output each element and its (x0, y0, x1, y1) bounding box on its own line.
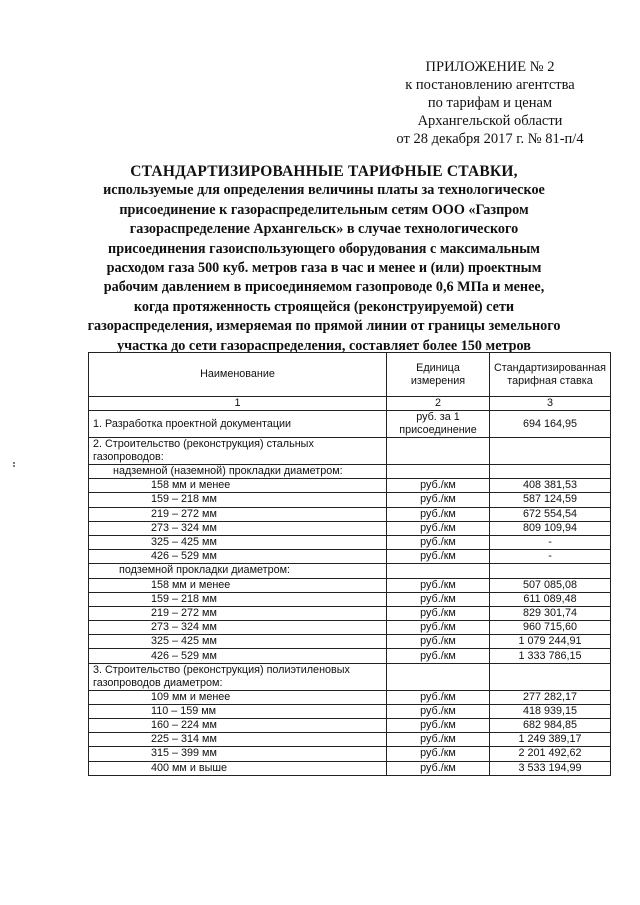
table-row (89, 704, 611, 718)
row-unit (387, 465, 490, 479)
table-row (89, 649, 611, 663)
row-name: 158 мм и менее (89, 479, 387, 493)
table-row (89, 621, 611, 635)
row-rate: 2 201 492,62 (490, 747, 611, 761)
table-header-row (89, 353, 611, 397)
row-rate: 277 282,17 (490, 690, 611, 704)
row-unit (387, 663, 490, 690)
row-name: 400 мм и выше (89, 761, 387, 775)
table-row (89, 479, 611, 493)
row-unit: руб./км (387, 493, 490, 507)
row-rate: 672 554,54 (490, 507, 611, 521)
row-unit: руб./км (387, 606, 490, 620)
title-line: газораспределение Архангельск» в случае технологического (129, 221, 519, 238)
row-unit: руб./км (387, 521, 490, 535)
title-line: рабочим давлением в присоединяемом газопроводе 0,6 МПа и менее, (103, 279, 545, 296)
row-unit: руб./км (387, 719, 490, 733)
table-row (89, 719, 611, 733)
row-name: 159 – 218 мм (89, 493, 387, 507)
row-unit: руб./км (387, 592, 490, 606)
row-rate: 1 333 786,15 (490, 649, 611, 663)
row-unit (387, 564, 490, 578)
row-name: 325 – 425 мм (89, 535, 387, 549)
row-unit: руб./км (387, 479, 490, 493)
row-unit: руб./км (387, 649, 490, 663)
row-rate (490, 663, 611, 690)
row-name: 273 – 324 мм (89, 621, 387, 635)
table-row (89, 635, 611, 649)
appendix-line: Архангельской области (417, 113, 563, 129)
column-number-row (89, 397, 611, 411)
row-rate: 1 249 389,17 (490, 733, 611, 747)
row-rate: 611 089,48 (490, 592, 611, 606)
row-unit (387, 438, 490, 465)
row-unit: руб./км (387, 761, 490, 775)
row-name: 219 – 272 мм (89, 507, 387, 521)
title-line: используемые для определения величины платы за технологическое (103, 182, 545, 199)
row-rate (490, 438, 611, 465)
row-name: 2. Строительство (реконструкция) стальных газопроводов: (89, 438, 387, 465)
tariff-table (88, 352, 611, 776)
row-rate: 3 533 194,99 (490, 761, 611, 775)
table-row (89, 663, 611, 690)
title-line: участка до сети газораспределения, составляет более 150 метров (117, 337, 531, 354)
appendix-line: по тарифам и ценам (427, 95, 553, 111)
row-name: подземной прокладки диаметром: (89, 564, 387, 578)
table-row (89, 733, 611, 747)
table-row (89, 690, 611, 704)
row-rate: 694 164,95 (490, 411, 611, 438)
row-rate: 960 715,60 (490, 621, 611, 635)
row-unit: руб./км (387, 550, 490, 564)
column-number: 3 (490, 397, 611, 411)
scan-mark (13, 465, 15, 467)
table-row (89, 761, 611, 775)
row-name: 110 – 159 мм (89, 704, 387, 718)
row-rate (490, 564, 611, 578)
row-name: 426 – 529 мм (89, 550, 387, 564)
row-name: 3. Строительство (реконструкция) полиэтиленовых газопроводов диаметром: (89, 663, 387, 690)
row-rate: 418 939,15 (490, 704, 611, 718)
column-number: 2 (387, 397, 490, 411)
row-name: 1. Разработка проектной документации (89, 411, 387, 438)
table-row (89, 438, 611, 465)
header-rate: Стандартизированная тарифная ставка (490, 353, 611, 397)
title-line: газораспределения, измеряемая по прямой линии от границы земельного (87, 318, 561, 335)
row-name: 158 мм и менее (89, 578, 387, 592)
table-row (89, 521, 611, 535)
row-rate: 829 301,74 (490, 606, 611, 620)
title-line: присоединение к газораспределительным сетям ООО «Газпром (119, 201, 529, 218)
title-main: СТАНДАРТИЗИРОВАННЫЕ ТАРИФНЫЕ СТАВКИ, (130, 163, 518, 180)
appendix-line: от 28 декабря 2017 г. № 81-п/4 (396, 131, 584, 147)
title-line: присоединения газоиспользующего оборудования с максимальным (108, 240, 540, 257)
row-name: 219 – 272 мм (89, 606, 387, 620)
header-unit: Единица измерения (387, 353, 490, 397)
table-row (89, 578, 611, 592)
title-line: расходом газа 500 куб. метров газа в час и менее и (или) проектным (106, 260, 542, 277)
table-row (89, 747, 611, 761)
row-unit: руб./км (387, 747, 490, 761)
row-name: 225 – 314 мм (89, 733, 387, 747)
header-name: Наименование (89, 353, 387, 397)
row-rate: 809 109,94 (490, 521, 611, 535)
table-row (89, 592, 611, 606)
row-name: 273 – 324 мм (89, 521, 387, 535)
table-row (89, 493, 611, 507)
row-name: 315 – 399 мм (89, 747, 387, 761)
row-name: 160 – 224 мм (89, 719, 387, 733)
row-unit: руб./км (387, 507, 490, 521)
table-row (89, 465, 611, 479)
row-rate: 507 085,08 (490, 578, 611, 592)
row-name: 325 – 425 мм (89, 635, 387, 649)
row-unit: руб./км (387, 690, 490, 704)
scan-mark (13, 462, 15, 464)
column-number: 1 (89, 397, 387, 411)
row-unit: руб./км (387, 535, 490, 549)
table-row (89, 564, 611, 578)
row-rate: 1 079 244,91 (490, 635, 611, 649)
row-unit: руб. за 1 присоединение (387, 411, 490, 438)
title-line: когда протяженность строящейся (реконструируемой) сети (133, 298, 515, 315)
appendix-line: ПРИЛОЖЕНИЕ № 2 (425, 59, 555, 75)
row-rate: - (490, 535, 611, 549)
appendix-line: к постановлению агентства (405, 77, 575, 93)
row-rate: 408 381,53 (490, 479, 611, 493)
row-rate: 587 124,59 (490, 493, 611, 507)
row-rate: - (490, 550, 611, 564)
row-name: 159 – 218 мм (89, 592, 387, 606)
appendix-block (370, 58, 610, 148)
row-unit: руб./км (387, 635, 490, 649)
table-row (89, 507, 611, 521)
table-row (89, 411, 611, 438)
row-unit: руб./км (387, 621, 490, 635)
row-name: 426 – 529 мм (89, 649, 387, 663)
row-name: надземной (наземной) прокладки диаметром: (89, 465, 387, 479)
document-title (60, 162, 588, 356)
table-row (89, 550, 611, 564)
row-unit: руб./км (387, 733, 490, 747)
row-name: 109 мм и менее (89, 690, 387, 704)
table-row (89, 535, 611, 549)
row-rate (490, 465, 611, 479)
row-rate: 682 984,85 (490, 719, 611, 733)
row-unit: руб./км (387, 704, 490, 718)
table-row (89, 606, 611, 620)
row-unit: руб./км (387, 578, 490, 592)
table-body (89, 411, 611, 776)
